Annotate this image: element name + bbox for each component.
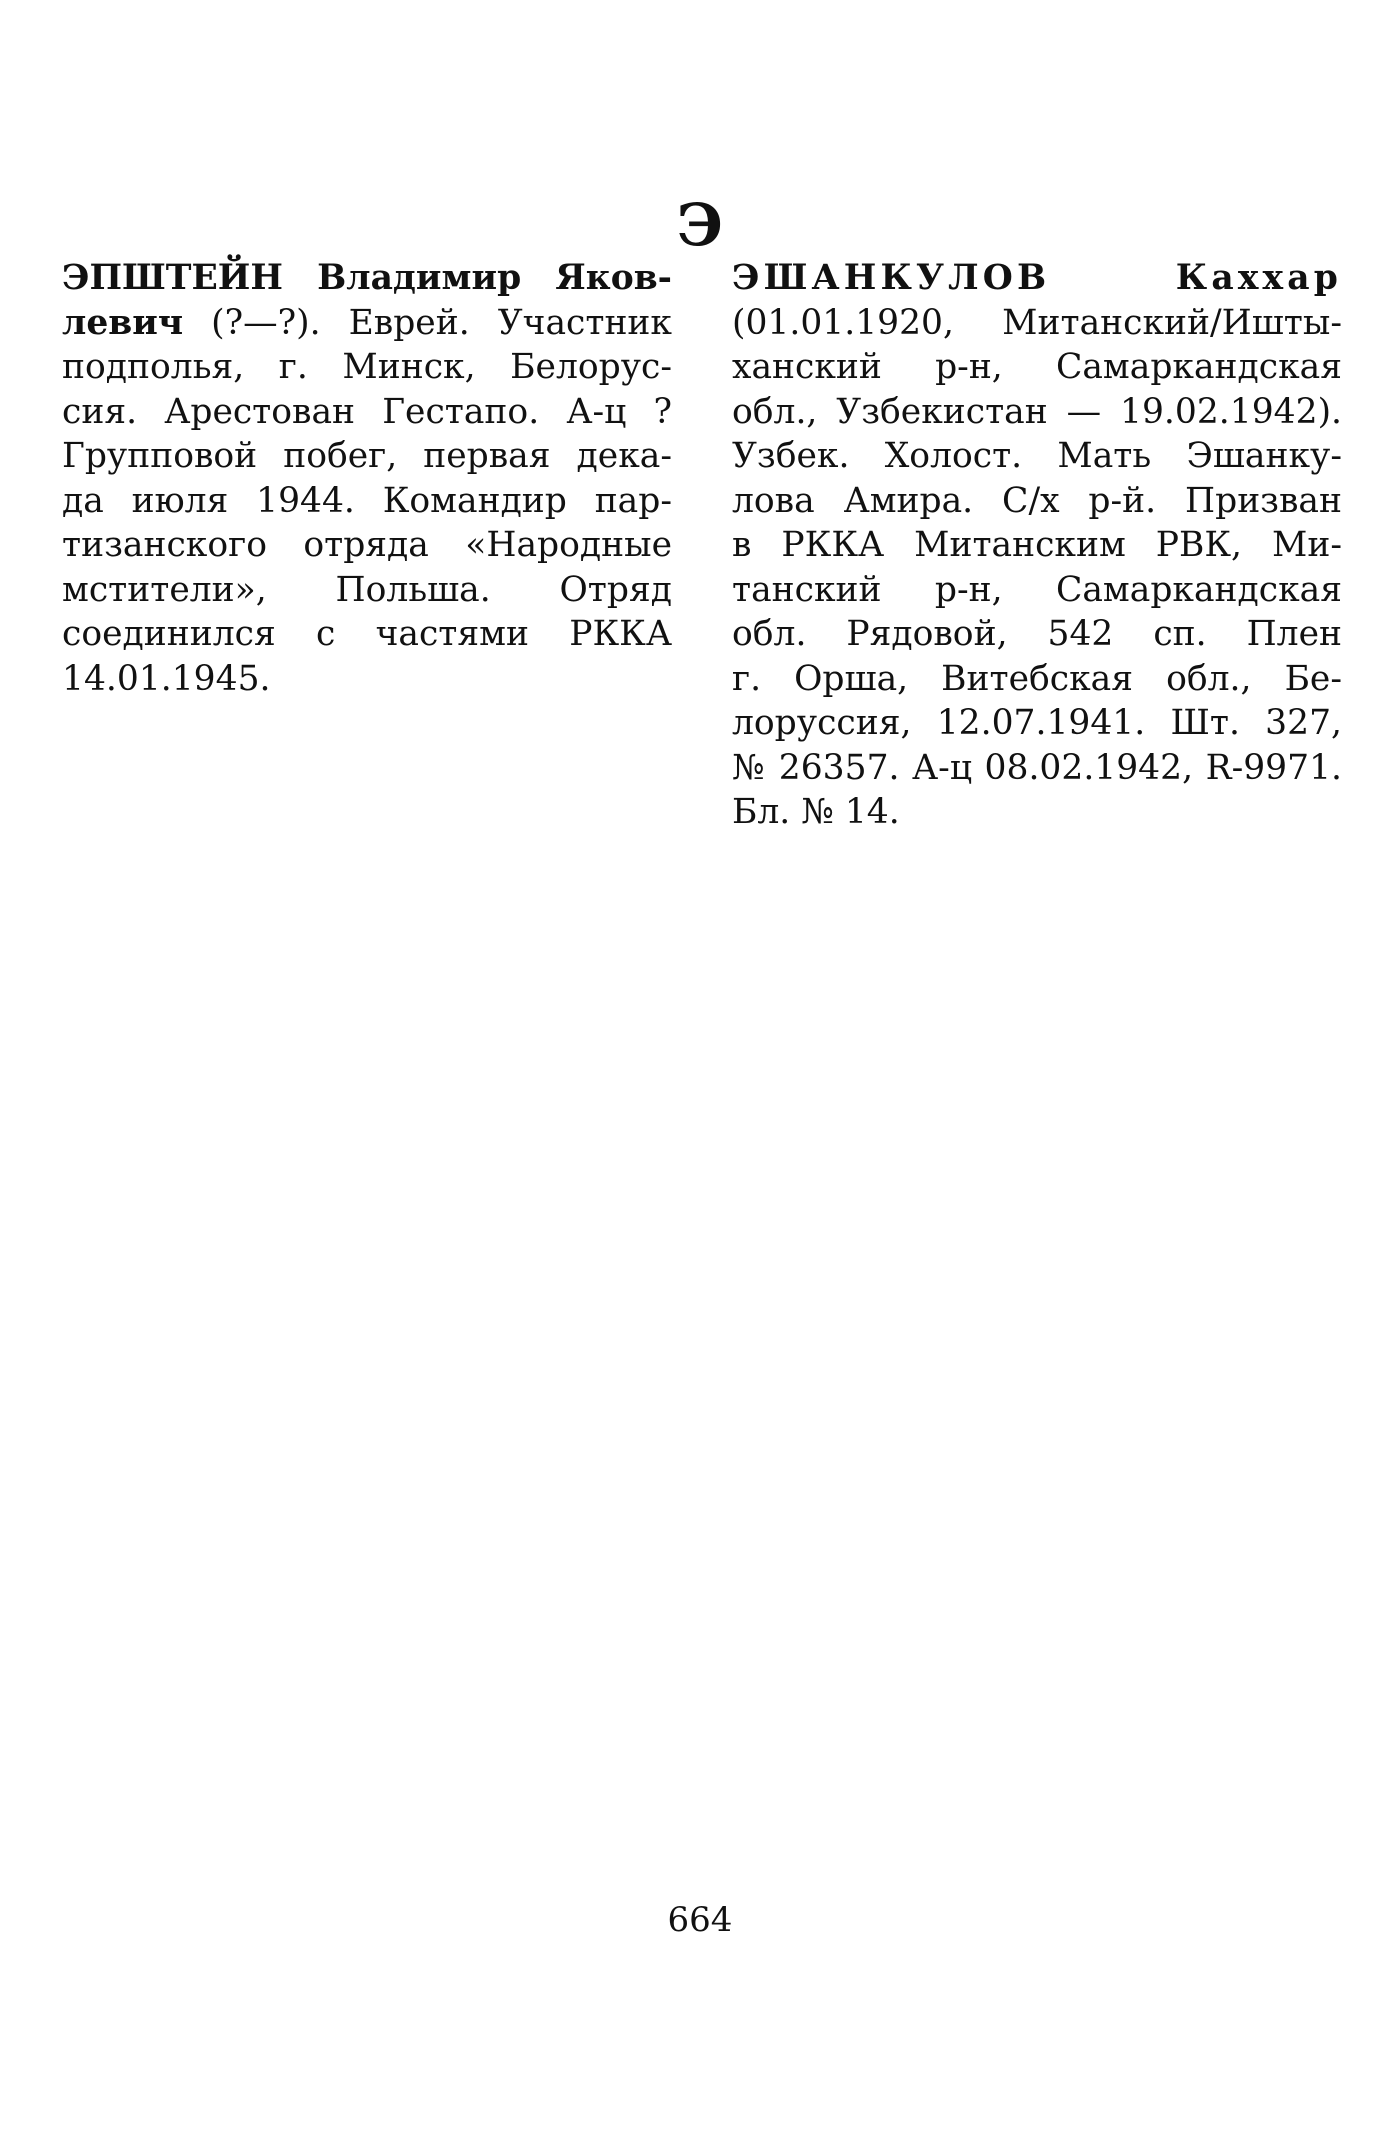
entry-eshankulov: [732, 256, 1342, 835]
entry-line: обл. Рядовой, 542 сп. Плен: [732, 614, 1342, 654]
entry-epshtein: [62, 256, 672, 835]
entry-headword: ЭПШТЕЙН Владимир Яков-: [62, 258, 672, 298]
entry-line: сия. Арестован Гестапо. А-ц ?: [62, 391, 672, 432]
entry-line: обл., Узбекистан — 19.02.1942).: [732, 391, 1342, 432]
entry-line: Бл. № 14.: [732, 792, 900, 832]
entry-line: в РККА Митанским РВК, Ми-: [732, 525, 1342, 565]
entry-line: г. Орша, Витебская обл., Бе-: [732, 658, 1342, 699]
entry-line: подполья, г. Минск, Белорус-: [62, 347, 672, 387]
entry-columns: [62, 256, 1342, 835]
entry-line: тизанского отряда «Народные: [62, 525, 672, 565]
entry-headword: левич: [62, 302, 184, 343]
page-number: 664: [667, 1900, 733, 1940]
entry-line: лоруссия, 12.07.1941. Шт. 327,: [732, 703, 1342, 743]
entry-text: [732, 256, 1342, 835]
entry-line: (01.01.1920, Митанский/Ишты-: [732, 302, 1342, 343]
entry-line: соединился с частями РККА: [62, 614, 672, 654]
entry-line: да июля 1944. Командир пар-: [62, 480, 672, 521]
entry-text: [62, 256, 672, 701]
entry-line: № 26357. А-ц 08.02.1942, R-9971.: [732, 747, 1342, 788]
entry-line: Групповой побег, первая дека-: [62, 436, 672, 476]
entry-line: [62, 256, 672, 301]
entry-line: ханский р-н, Самаркандская: [732, 347, 1342, 387]
entry-line: [732, 256, 1342, 301]
entry-line: 14.01.1945.: [62, 658, 271, 699]
entry-line-text: (?—?). Еврей. Участник: [183, 302, 672, 343]
section-letter: Э: [676, 191, 724, 259]
entry-headword: ЭШАНКУЛОВ Каххар: [732, 258, 1342, 298]
entry-line: [62, 301, 672, 346]
entry-line: Узбек. Холост. Мать Эшанку-: [732, 436, 1342, 476]
entry-line: лова Амира. С/х р-й. Призван: [732, 480, 1342, 521]
entry-line: мстители», Польша. Отряд: [62, 569, 672, 610]
entry-line: танский р-н, Самаркандская: [732, 569, 1342, 610]
